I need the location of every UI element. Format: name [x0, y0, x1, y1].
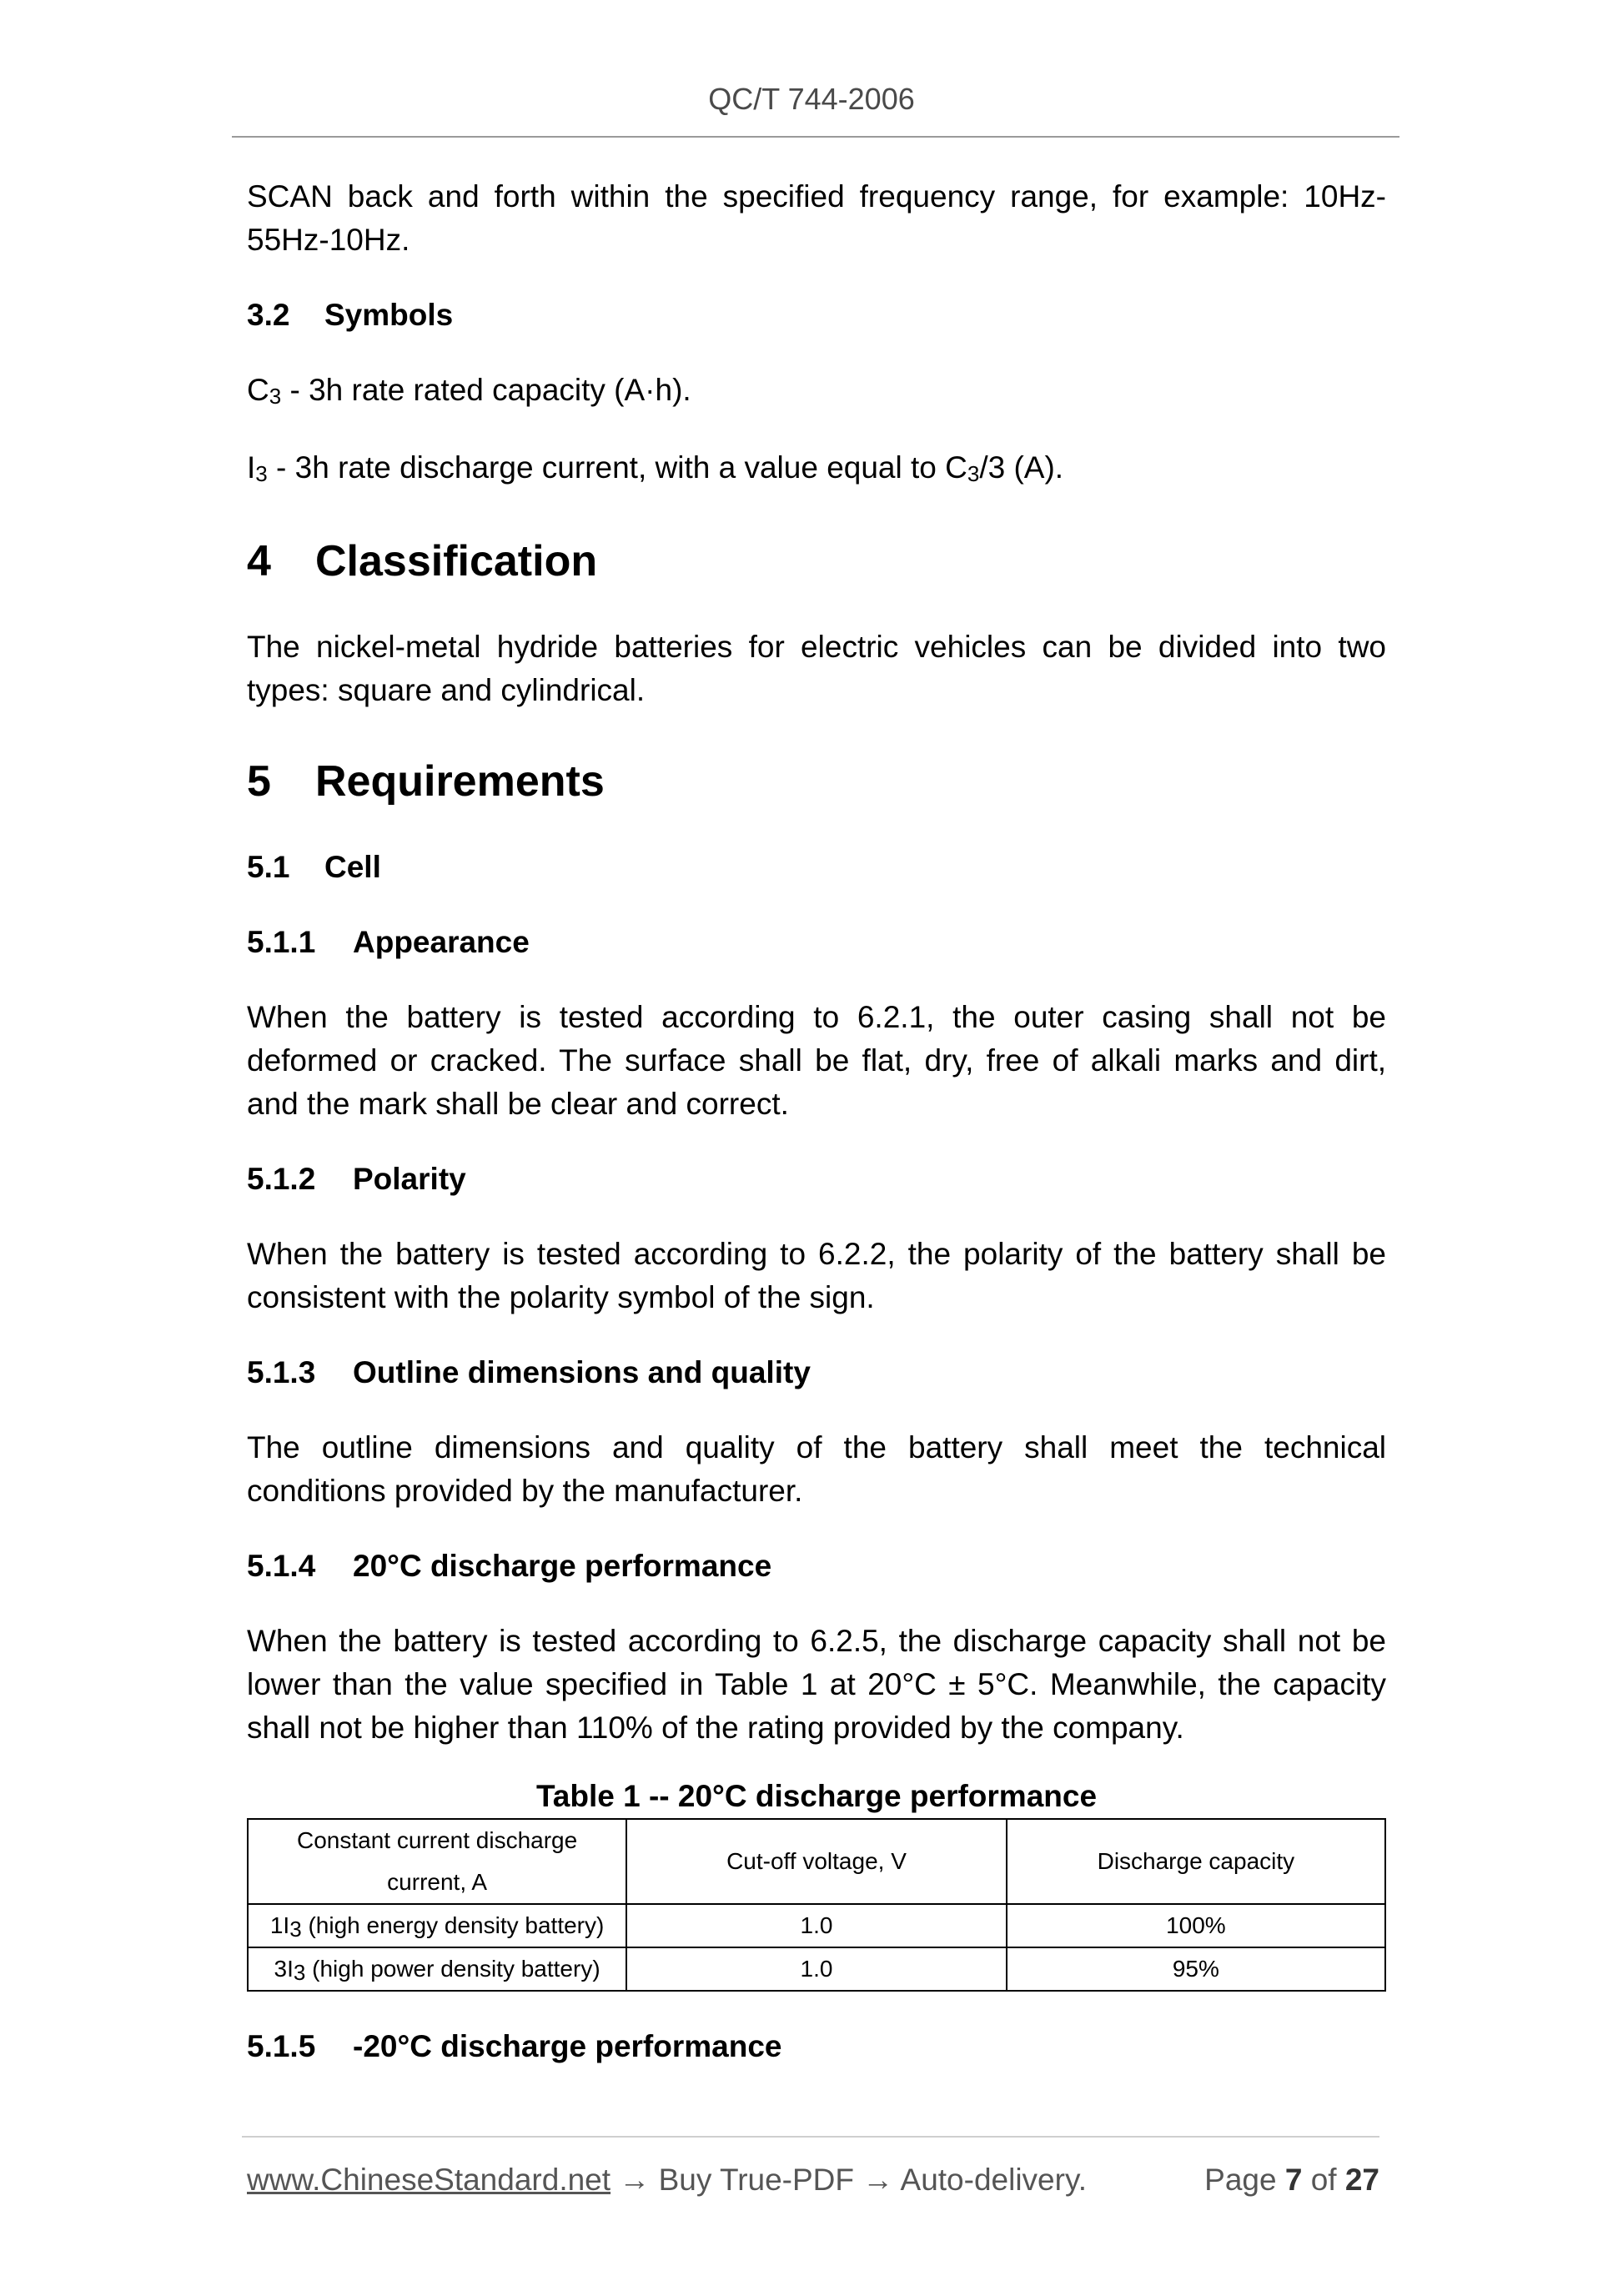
- section-heading-3-2: [247, 294, 1386, 337]
- polarity-paragraph: When the battery is tested according to 6.2.2, the polarity of the battery shall be consistent with the polarity symbol of the sign.: [247, 1237, 1386, 1314]
- section-number: 4: [247, 537, 271, 585]
- current-subscript: 3: [293, 1960, 306, 1985]
- website-link[interactable]: www.ChineseStandard.net: [247, 2163, 611, 2197]
- section-number: 5.1: [247, 850, 290, 884]
- page-total: 27: [1344, 2163, 1379, 2197]
- table-caption: Table 1 -- 20°C discharge performance: [535, 1779, 1098, 1813]
- section-number: 5.1.4: [247, 1549, 316, 1583]
- section-number: 5.1.2: [247, 1162, 316, 1196]
- page-footer: [247, 2160, 1379, 2200]
- discharge-performance-paragraph: When the battery is tested according to 6.2.5, the discharge capacity shall not be lower than the value specified in Table 1 at 20°C ± 5°C. Meanwhile, the capacity shall not be higher than 110% of the rating provided by the company.: [247, 1624, 1386, 1745]
- section-heading-4: [247, 534, 1386, 589]
- column-header-voltage: Cut-off voltage, V: [626, 1819, 1007, 1904]
- section-title: Classification: [315, 537, 598, 585]
- symbol-c3-definition: [247, 369, 1386, 414]
- section-heading-5-1-4: [247, 1545, 1386, 1588]
- discharge-performance-table: [247, 1818, 1386, 1992]
- section-number: 5: [247, 757, 271, 806]
- cell-current: [248, 1904, 626, 1947]
- page-indicator: [1204, 2160, 1379, 2200]
- dimensions-paragraph: The outline dimensions and quality of the battery shall meet the technical conditions provided by the manufacturer.: [247, 1430, 1386, 1508]
- symbol-subscript: 3: [967, 461, 980, 486]
- symbol-description-end: /3 (A).: [979, 450, 1064, 485]
- cell-voltage: 1.0: [626, 1947, 1007, 1991]
- section-heading-5: [247, 754, 1386, 809]
- table-header-row: [248, 1819, 1385, 1904]
- current-multiplier: 1I: [269, 1912, 290, 1938]
- page-content: [247, 175, 1386, 2100]
- footer-promo: [247, 2160, 1087, 2200]
- symbol-i3-definition: [247, 446, 1386, 492]
- section-number: 5.1.5: [247, 2029, 316, 2063]
- table-row: [248, 1904, 1385, 1947]
- symbol-subscript: 3: [269, 384, 282, 409]
- column-header-current: Constant current discharge current, A: [248, 1819, 626, 1904]
- section-number: 3.2: [247, 298, 290, 332]
- classification-paragraph: The nickel-metal hydride batteries for electric vehicles can be divided into two types: square and cylindrical.: [247, 630, 1386, 707]
- symbol-letter: I: [247, 450, 256, 485]
- promo-text: → Buy True-PDF → Auto-delivery.: [611, 2163, 1087, 2197]
- section-title: Appearance: [353, 925, 530, 959]
- symbol-description: - 3h rate discharge current, with a value equal to C: [267, 450, 967, 485]
- symbol-letter: C: [247, 373, 269, 407]
- section-heading-5-1-3: [247, 1351, 1386, 1394]
- section-title: Cell: [324, 850, 381, 884]
- appearance-paragraph: When the battery is tested according to 6.2.1, the outer casing shall not be deformed or cracked. The surface shall be flat, dry, free of alkali marks and dirt, and the mark shall be clear and correct.: [247, 1000, 1386, 1121]
- section-title: 20°C discharge performance: [353, 1549, 772, 1583]
- symbol-subscript: 3: [255, 461, 268, 486]
- section-title: Requirements: [315, 757, 605, 806]
- section-number: 5.1.3: [247, 1355, 316, 1389]
- column-header-capacity: Discharge capacity: [1007, 1819, 1385, 1904]
- battery-type: (high power density battery): [305, 1956, 600, 1982]
- cell-capacity: 95%: [1007, 1947, 1385, 1991]
- battery-type: (high energy density battery): [301, 1912, 605, 1938]
- cell-voltage: 1.0: [626, 1904, 1007, 1947]
- section-title: -20°C discharge performance: [353, 2029, 782, 2063]
- section-number: 5.1.1: [247, 925, 316, 959]
- section-heading-5-1-2: [247, 1158, 1386, 1201]
- cell-current: [248, 1947, 626, 1991]
- current-multiplier: 3I: [274, 1956, 294, 1982]
- section-heading-5-1: [247, 846, 1386, 889]
- table-row: [248, 1947, 1385, 1991]
- scan-paragraph: SCAN back and forth within the specified frequency range, for example: 10Hz-55Hz-10Hz.: [247, 179, 1386, 257]
- footer-divider: [242, 2136, 1379, 2138]
- cell-capacity: 100%: [1007, 1904, 1385, 1947]
- section-title: Symbols: [324, 298, 454, 332]
- page-number: 7: [1284, 2163, 1303, 2197]
- symbol-description: - 3h rate rated capacity (A·h).: [281, 373, 691, 407]
- section-heading-5-1-1: [247, 921, 1386, 964]
- section-title: Polarity: [353, 1162, 466, 1196]
- section-title: Outline dimensions and quality: [353, 1355, 811, 1389]
- header-divider: [232, 136, 1399, 138]
- section-heading-5-1-5: [247, 2025, 1386, 2068]
- document-code-header: QC/T 744-2006: [708, 82, 915, 116]
- current-subscript: 3: [289, 1917, 302, 1942]
- of-label: of: [1310, 2163, 1337, 2197]
- page-label: Page: [1204, 2163, 1277, 2197]
